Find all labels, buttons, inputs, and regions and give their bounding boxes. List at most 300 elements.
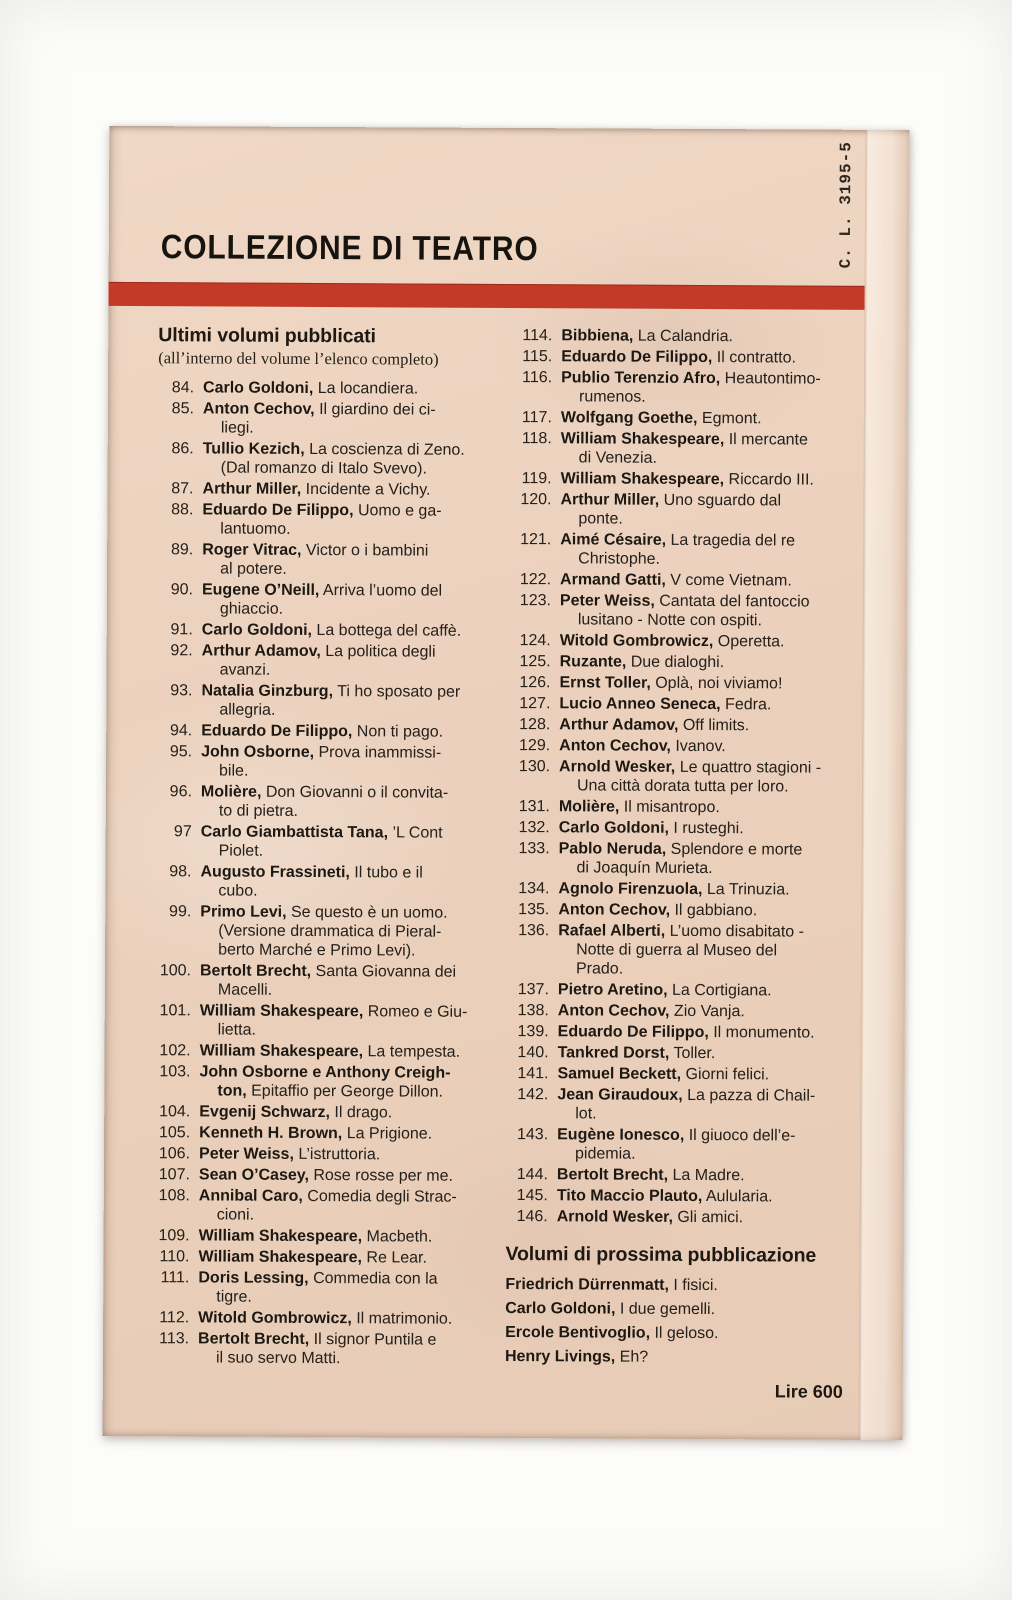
entry-title: Il tubo e il cubo.	[218, 864, 423, 900]
entry-title: Il gabbiano.	[669, 901, 758, 920]
entry-author: Armand Gatti,	[560, 571, 666, 589]
volume-entry	[154, 1062, 496, 1102]
entry-number: 113.	[159, 1330, 190, 1348]
entry-number: 115.	[522, 348, 553, 366]
entry-text	[557, 1125, 846, 1165]
entry-number: 94.	[169, 722, 193, 740]
entry-author: Eugene O’Neill,	[201, 581, 320, 600]
entry-text	[559, 797, 848, 818]
volume-entry	[510, 326, 850, 347]
entry-text	[561, 326, 850, 347]
entry-text	[561, 429, 850, 469]
entry-number: 111.	[160, 1269, 190, 1287]
entry-author: Bibbiena,	[561, 327, 634, 345]
entry-text	[200, 1001, 497, 1041]
entry-number: 140.	[517, 1044, 549, 1062]
volume-entry	[508, 736, 848, 757]
volume-entry	[509, 631, 849, 652]
volume-entry	[153, 1247, 495, 1268]
entry-text	[558, 879, 847, 900]
entry-title: La bottega del caffè.	[311, 621, 462, 640]
entry-author: Evgenij Schwarz,	[199, 1103, 331, 1122]
entry-title: Off limits.	[678, 716, 750, 735]
volume-entry	[506, 1125, 846, 1165]
entry-title: Uomo e ga- lantuomo.	[220, 502, 442, 538]
entry-title: Epitaffio per George Dillon.	[246, 1082, 444, 1101]
entry-title: Uno sguardo dal ponte.	[578, 491, 782, 528]
entry-title: Santa Giovanna dei Macelli.	[217, 962, 457, 999]
entry-author: Anton Cechov,	[557, 1002, 670, 1020]
volume-entry	[154, 1123, 496, 1144]
entry-author: William Shakespeare,	[198, 1227, 363, 1246]
entry-text	[200, 1041, 497, 1062]
entry-text	[559, 694, 848, 715]
entry-title: La politica degli avanzi.	[219, 643, 436, 679]
entry-author: Arthur Miller,	[202, 480, 302, 498]
entry-number: 126.	[519, 674, 551, 692]
entry-title: Aulularia.	[702, 1188, 773, 1206]
entry-text	[559, 673, 848, 694]
entry-author: Carlo Giambattista Tana,	[200, 823, 389, 842]
entry-title: Splendore e morte di Joaquín Murieta.	[576, 840, 803, 878]
volume-entry	[158, 378, 500, 399]
entry-number: 106.	[158, 1145, 191, 1163]
entry-title: I rusteghi.	[668, 819, 744, 838]
volume-entry	[508, 715, 848, 736]
entry-author: Anton Cechov,	[202, 400, 315, 418]
volume-entry	[158, 399, 500, 439]
volume-list	[506, 326, 851, 1228]
entry-title: Heautontimo- rumenos.	[578, 370, 821, 406]
entry-title: Giorni felici.	[681, 1065, 770, 1084]
volume-entry	[153, 1268, 495, 1308]
entry-title: Comedia degli Strac- cioni.	[216, 1187, 457, 1224]
entry-title: I due gemelli.	[615, 1300, 716, 1319]
entry-author: Bertolt Brecht,	[199, 962, 312, 980]
volume-entry	[154, 1226, 496, 1247]
entry-number: 102.	[159, 1042, 191, 1060]
volume-entry	[155, 1001, 497, 1041]
volume-entry	[156, 681, 498, 721]
entry-number: 90.	[170, 581, 194, 599]
entry-number: 123.	[519, 592, 551, 610]
entry-author: Tankred Dorst,	[557, 1044, 670, 1062]
entry-text	[201, 721, 498, 742]
entry-title: Le quattro stagioni - Una città dorata tutta per loro.	[576, 758, 822, 796]
volume-entry	[510, 429, 850, 469]
entry-text	[558, 1001, 847, 1022]
entry-number: 110.	[159, 1248, 190, 1266]
volume-entry	[154, 1186, 496, 1226]
entry-author: William Shakespeare,	[560, 430, 725, 449]
entry-number: 101.	[159, 1002, 191, 1020]
published-list-right	[505, 326, 851, 1402]
entry-text	[199, 1123, 496, 1144]
entry-title: Eh?	[615, 1348, 649, 1366]
entry-text	[559, 818, 848, 839]
entry-text	[199, 1186, 496, 1226]
volume-entry	[155, 862, 497, 902]
entry-author: Tullio Kezich,	[202, 440, 305, 458]
catalog-content	[153, 324, 851, 1402]
volume-entry	[507, 879, 847, 900]
entry-author: Ercole Bentivoglio,	[505, 1324, 651, 1342]
entry-author: Arnold Wesker,	[559, 758, 676, 776]
volume-entry	[507, 1001, 847, 1022]
entry-author: Henry Livings,	[504, 1348, 616, 1366]
entry-text	[505, 1322, 845, 1345]
entry-number: 108.	[158, 1187, 190, 1205]
volume-entry	[506, 1207, 846, 1228]
entry-text	[201, 742, 498, 782]
entry-number: 128.	[519, 716, 551, 734]
entry-number: 138.	[517, 1002, 549, 1020]
volume-entry	[505, 1298, 845, 1321]
entry-text	[203, 378, 500, 399]
volume-entry	[507, 921, 847, 980]
entry-number: 130.	[518, 758, 551, 776]
volume-entry	[507, 900, 847, 921]
entry-title: ’L Cont Piolet.	[218, 824, 443, 860]
entry-text	[202, 500, 499, 540]
entry-author: William Shakespeare,	[198, 1248, 363, 1267]
entry-number: 137.	[517, 981, 549, 999]
entry-author: Ruzante,	[559, 653, 627, 671]
entry-title: La Cortigiana.	[667, 981, 772, 1000]
entry-author: Lucio Anneo Seneca,	[559, 695, 721, 714]
entry-author: John Osborne,	[201, 743, 315, 761]
volume-entry	[157, 641, 499, 681]
volume-entry	[157, 620, 499, 641]
entry-text	[557, 1064, 846, 1085]
entry-text	[202, 620, 499, 641]
volume-entry	[510, 368, 850, 408]
entry-number: 139.	[517, 1023, 549, 1041]
entry-text	[560, 652, 849, 673]
entry-title: Il contratto.	[712, 349, 796, 367]
entry-title: Il misantropo.	[619, 798, 720, 817]
upcoming-list	[505, 1274, 845, 1369]
entry-text	[558, 980, 847, 1001]
book-back-cover	[103, 126, 910, 1440]
volume-entry	[508, 839, 848, 879]
entry-number: 109.	[158, 1227, 190, 1245]
entry-author: Carlo Goldoni,	[505, 1300, 616, 1318]
volume-entry	[157, 500, 499, 540]
entry-title: Oplà, noi viviamo!	[650, 674, 783, 693]
entry-title: V come Vietnam.	[665, 571, 792, 590]
entry-title: Rose rosse per me.	[308, 1166, 454, 1185]
entry-number: 99.	[169, 903, 192, 921]
entry-title: La Prigione.	[342, 1125, 433, 1143]
entry-text	[203, 439, 500, 479]
volume-entry	[508, 757, 848, 797]
volume-entry	[154, 1165, 496, 1186]
volume-entry	[506, 1064, 846, 1085]
entry-number: 89.	[170, 541, 194, 559]
entry-title: La tempesta.	[363, 1043, 461, 1061]
entry-number: 96.	[169, 783, 192, 801]
entry-author: Doris Lessing,	[198, 1269, 309, 1287]
entry-author: Molière,	[558, 798, 620, 816]
entry-number: 119.	[521, 470, 552, 488]
entry-author: Jean Giraudoux,	[557, 1086, 683, 1104]
entry-author: Arthur Adamov,	[559, 716, 679, 734]
entry-text	[505, 1274, 845, 1297]
entry-author: Witold Gombrowicz,	[198, 1309, 352, 1328]
entry-title: Il mercante di Venezia.	[578, 431, 808, 467]
entry-title: Operetta.	[713, 633, 785, 651]
entry-text	[200, 961, 497, 1001]
published-list-left	[153, 324, 501, 1400]
volume-entry	[154, 1144, 496, 1165]
entry-author: Eduardo De Filippo,	[557, 1023, 709, 1042]
entry-number: 85.	[171, 400, 194, 418]
entry-number: 114.	[522, 327, 553, 345]
entry-number: 146.	[516, 1208, 548, 1226]
entry-text	[557, 1165, 846, 1186]
entry-text	[560, 490, 849, 530]
entry-text	[198, 1247, 495, 1268]
entry-author: Anton Cechov,	[559, 737, 671, 755]
entry-title: Il geloso.	[649, 1324, 719, 1343]
entry-number: 133.	[518, 840, 550, 858]
entry-text	[505, 1298, 845, 1321]
volume-entry	[506, 1165, 846, 1186]
volume-entry	[155, 961, 497, 1001]
entry-number: 107.	[158, 1166, 190, 1184]
entry-title: Il signor Puntila e il suo servo Matti.	[215, 1330, 437, 1368]
entry-title: Se questo è un uomo. (Versione drammatica di Pieral- berto Marché e Primo Levi).	[218, 903, 448, 960]
entry-text	[558, 1043, 847, 1064]
entry-number: 116.	[522, 369, 553, 387]
entry-text	[199, 1226, 496, 1247]
volume-entry	[154, 1102, 496, 1123]
entry-author: Pietro Aretino,	[557, 981, 668, 999]
volume-entry	[506, 1186, 846, 1207]
entry-title: La coscienza di Zeno. (Dal romanzo di Italo Svevo).	[220, 440, 465, 478]
entry-text	[198, 1329, 495, 1369]
volume-entry	[157, 479, 499, 500]
entry-text	[561, 368, 850, 408]
entry-author: Bertolt Brecht,	[556, 1166, 669, 1184]
entry-title: Il giuoco dell’e- pidemia.	[575, 1126, 796, 1163]
entry-author: John Osborne e Anthony Creigh- ton,	[199, 1063, 451, 1100]
entry-title: Toller.	[669, 1044, 716, 1063]
volume-entry	[507, 980, 847, 1001]
entry-author: Aimé Césaire,	[560, 531, 667, 549]
volume-entry	[509, 652, 849, 673]
entry-author: Eugène Ionesco,	[557, 1126, 685, 1144]
volume-entry	[506, 1085, 846, 1125]
entry-text	[202, 641, 499, 681]
entry-author: Ernst Toller,	[559, 674, 651, 692]
entry-number: 135.	[518, 901, 550, 919]
entry-number: 121.	[520, 531, 552, 549]
entry-title: Arriva l’uomo del ghiaccio.	[219, 582, 443, 618]
volume-entry	[508, 797, 848, 818]
entry-number: 97	[173, 823, 192, 841]
entry-number: 129.	[519, 737, 551, 755]
entry-text	[561, 408, 850, 429]
entry-number: 98.	[169, 863, 192, 881]
entry-title: Zio Vanja.	[669, 1002, 745, 1021]
entry-author: Roger Vitrac,	[202, 541, 302, 559]
entry-text	[200, 862, 497, 902]
entry-text	[560, 631, 849, 652]
volume-entry	[156, 742, 498, 782]
entry-title: La pazza di Chail- lot.	[575, 1086, 816, 1123]
entry-number: 87.	[171, 480, 194, 498]
entry-number: 103.	[159, 1063, 191, 1081]
entry-text	[560, 570, 849, 591]
entry-number: 95.	[169, 743, 193, 761]
entry-text	[558, 921, 847, 980]
volume-entry	[508, 818, 848, 839]
entry-title: Prova inammissi- bile.	[219, 743, 442, 780]
volume-entry	[509, 490, 849, 530]
entry-number: 88.	[171, 501, 194, 519]
entry-text	[559, 839, 848, 879]
entry-title: Due dialoghi.	[626, 653, 725, 672]
entry-author: Carlo Goldoni,	[203, 379, 314, 397]
entry-number: 91.	[170, 621, 193, 639]
entry-number: 104.	[159, 1103, 191, 1121]
entry-title: La Trinuzia.	[702, 881, 790, 899]
upcoming-heading: Volumi di prossima pubblicazione	[505, 1243, 817, 1267]
entry-author: Arthur Adamov,	[201, 642, 321, 661]
entry-title: La Calandria.	[633, 327, 734, 346]
entry-number: 145.	[516, 1187, 548, 1205]
entry-author: Samuel Beckett,	[557, 1065, 682, 1083]
entry-number: 122.	[519, 571, 552, 589]
divider-bar	[108, 282, 864, 310]
entry-number: 124.	[519, 632, 551, 650]
entry-number: 144.	[516, 1166, 548, 1184]
entry-text	[560, 591, 849, 631]
entry-number: 143.	[516, 1126, 549, 1144]
entry-author: Eduardo De Filippo,	[201, 722, 353, 741]
entry-title: Riccardo III.	[724, 471, 814, 489]
entry-number: 100.	[159, 962, 192, 980]
entry-text	[201, 681, 498, 721]
entry-number: 118.	[521, 430, 552, 448]
entry-number: 127.	[519, 695, 551, 713]
volume-entry	[156, 822, 498, 862]
volume-entry	[155, 1041, 497, 1062]
entry-author: Agnolo Firenzuola,	[558, 880, 703, 899]
entry-text	[203, 399, 500, 439]
volume-entry	[155, 902, 497, 961]
entry-title: Cantata del fantoccio lusitano - Notte con ospiti.	[577, 592, 810, 630]
entry-author: Eduardo De Filippo,	[202, 501, 354, 520]
entry-text	[557, 1186, 846, 1207]
entry-author: Bertolt Brecht,	[198, 1330, 310, 1348]
entry-number: 117.	[521, 409, 552, 427]
entry-text	[201, 782, 498, 822]
entry-text	[557, 1085, 846, 1125]
entry-title: I fisici.	[668, 1276, 718, 1295]
entry-text	[199, 1062, 496, 1102]
upcoming-section	[505, 1243, 846, 1369]
entry-title: Il drago.	[329, 1104, 393, 1122]
entry-author: Anton Cechov,	[558, 901, 671, 919]
entry-number: 120.	[520, 491, 552, 509]
published-heading: Ultimi volumi pubblicati	[158, 324, 376, 348]
volume-entry	[156, 782, 498, 822]
volume-entry	[509, 591, 849, 631]
entry-title: Incidente a Vichy.	[301, 480, 431, 499]
entry-text	[559, 715, 848, 736]
entry-author: Wolfgang Goethe,	[560, 409, 698, 427]
entry-title: Fedra.	[720, 696, 772, 714]
entry-text	[559, 736, 848, 757]
entry-text	[199, 1102, 496, 1123]
entry-author: Friedrich Dürrenmatt,	[505, 1276, 670, 1294]
entry-text	[198, 1268, 495, 1308]
entry-author: Kenneth H. Brown,	[199, 1124, 343, 1143]
entry-number: 136.	[518, 922, 550, 940]
catalog-code: C. L. 3195-5	[836, 141, 856, 269]
entry-text	[558, 900, 847, 921]
volume-entry	[507, 1043, 847, 1064]
entry-title: La tragedia del re Christophe.	[578, 531, 796, 568]
volume-entry	[508, 673, 848, 694]
entry-author: Sean O’Casey,	[198, 1166, 309, 1184]
entry-text	[198, 1308, 495, 1329]
entry-author: Carlo Goldoni,	[201, 621, 313, 639]
entry-author: Peter Weiss,	[199, 1145, 294, 1163]
volume-entry	[505, 1346, 845, 1369]
volume-entry	[157, 540, 499, 580]
volume-entry	[153, 1308, 495, 1329]
entry-author: Molière,	[200, 783, 262, 801]
entry-author: William Shakespeare,	[560, 470, 725, 489]
entry-number: 112.	[159, 1309, 190, 1327]
volume-entry	[508, 694, 848, 715]
published-subheading: (all’interno del volume l’elenco completo)	[158, 348, 439, 369]
entry-title: La Madre.	[668, 1166, 745, 1185]
entry-text	[202, 479, 499, 500]
entry-title: La locandiera.	[313, 379, 419, 398]
entry-number: 125.	[519, 653, 551, 671]
entry-author: Pablo Neruda,	[558, 840, 667, 858]
entry-title: Don Giovanni o il convita- to di pietra.	[218, 783, 449, 820]
volume-entry	[156, 721, 498, 742]
volume-entry	[507, 1022, 847, 1043]
entry-text	[557, 1207, 846, 1228]
volume-entry	[509, 530, 849, 570]
entry-author: Publio Terenzio Afro,	[561, 369, 721, 388]
entry-author: Carlo Goldoni,	[558, 819, 670, 837]
entry-number: 105.	[158, 1124, 191, 1142]
volume-entry	[505, 1274, 845, 1297]
entry-title: Gli amici.	[672, 1208, 744, 1227]
entry-author: Witold Gombrowicz,	[559, 632, 714, 651]
entry-number: 134.	[518, 880, 550, 898]
entry-title: Ti ho sposato per allegria.	[219, 683, 461, 719]
entry-number: 84.	[171, 379, 195, 397]
entry-text	[561, 347, 850, 368]
series-title: COLLEZIONE DI TEATRO	[160, 228, 539, 269]
entry-title: L’uomo disabitato - Notte di guerra al Museo del Prado.	[575, 922, 805, 978]
entry-title: Il giardino dei ci- liegi.	[220, 400, 436, 437]
entry-author: Primo Levi,	[200, 903, 287, 921]
entry-number: 93.	[170, 682, 193, 700]
entry-text	[560, 530, 849, 570]
entry-title: Egmont.	[697, 409, 762, 428]
entry-author: Rafael Alberti,	[558, 922, 666, 940]
